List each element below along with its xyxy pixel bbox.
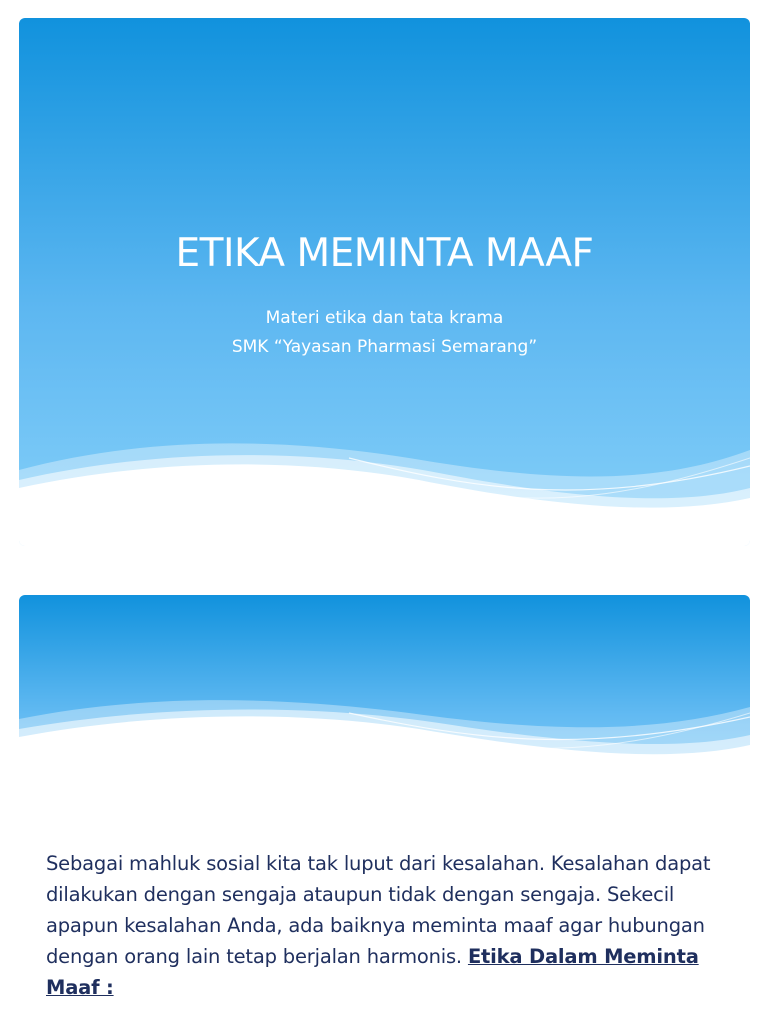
slide-subtitle <box>19 304 750 362</box>
slide-body-text <box>46 848 736 1003</box>
sky-wave-background <box>19 18 750 546</box>
title-slide <box>19 18 750 546</box>
content-slide <box>19 595 750 1024</box>
subtitle-line: Materi etika dan tata krama <box>265 308 504 328</box>
sky-wave-header <box>19 595 750 795</box>
section-heading: Etika Dalam Meminta Maaf : <box>46 945 699 999</box>
slide-title: ETIKA MEMINTA MAAF <box>175 231 594 276</box>
subtitle-line: SMK “Yayasan Pharmasi Semarang” <box>231 337 538 357</box>
body-paragraph: Sebagai mahluk sosial kita tak luput dari kesalahan. Kesalahan dapat dilakukan dengan sengaja ataupun tidak dengan sengaja. Sekecil apapun kesalahan Anda, ada baiknya meminta maaf agar hubungan dengan orang lain tetap berjalan harmonis. <box>46 852 711 968</box>
